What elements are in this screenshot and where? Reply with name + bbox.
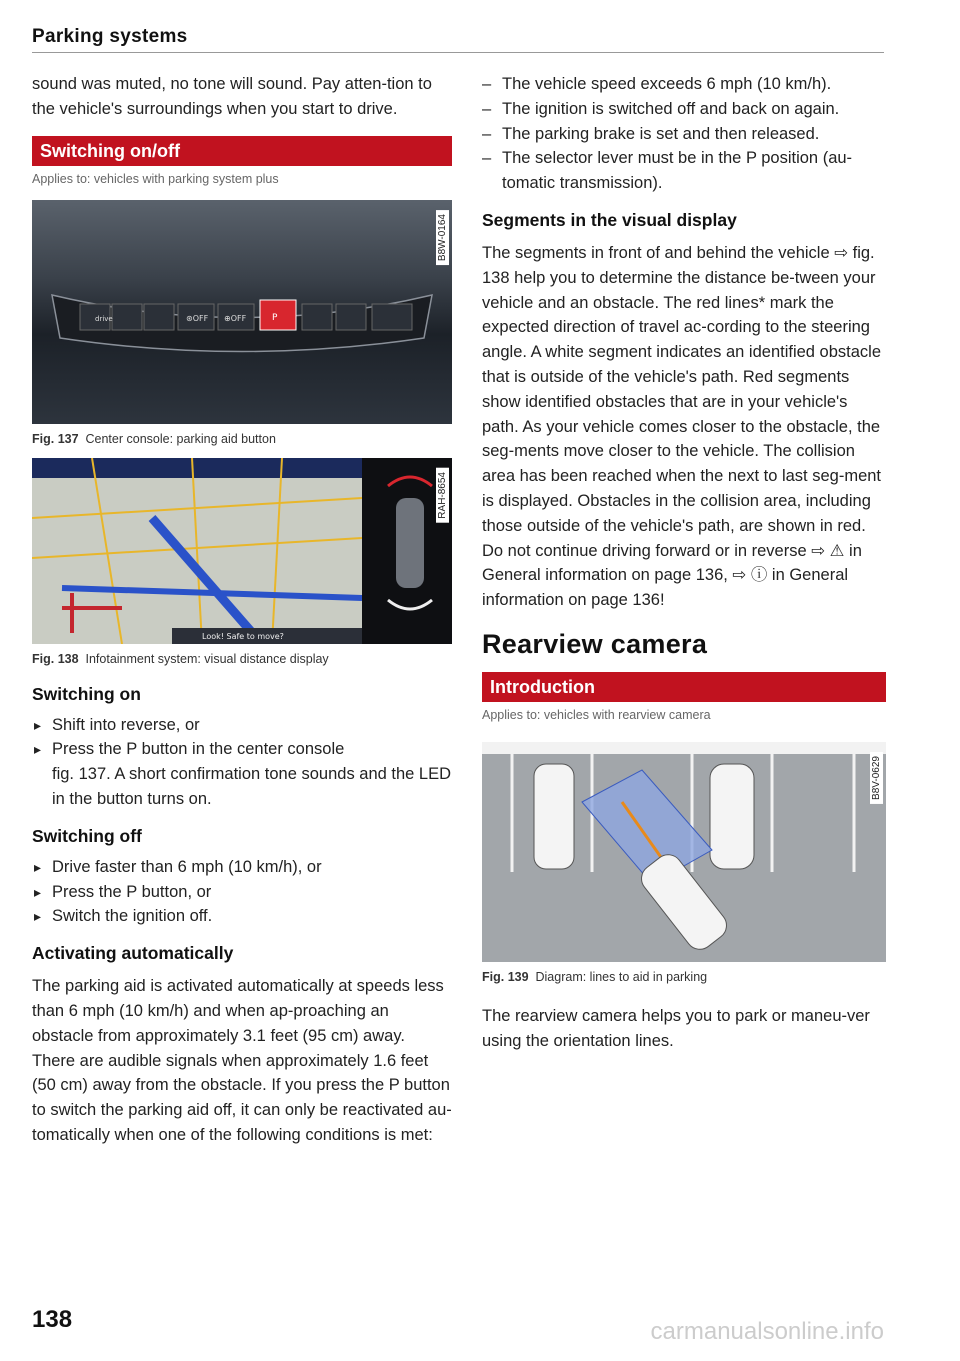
figure-139-diagram — [482, 742, 886, 962]
page-number: 138 — [32, 1306, 73, 1333]
list-item: ▸ Press the P button in the center console — [32, 737, 452, 762]
svg-text:⊛OFF: ⊛OFF — [186, 313, 209, 323]
header-rule — [32, 52, 884, 53]
activating-heading: Activating automatically — [32, 943, 234, 964]
list-item: ▸ Shift into reverse, or — [32, 713, 452, 738]
drive-select-label: drive — [95, 314, 113, 323]
switching-off-list — [32, 855, 452, 929]
list-item: ▸ Drive faster than 6 mph (10 km/h), or — [32, 855, 452, 880]
switching-on-heading: Switching on — [32, 683, 141, 704]
list-item: – The ignition is switched off and back on again. — [482, 97, 886, 122]
map-banner-text: Look! Safe to move? — [202, 631, 284, 641]
figure-137-console — [32, 200, 452, 424]
parking-diagram — [482, 742, 886, 962]
figure-137-caption: Fig. 137 Center console: parking aid button — [32, 431, 276, 446]
list-item: – The vehicle speed exceeds 6 mph (10 km/h). — [482, 72, 886, 97]
intro-paragraph: sound was muted, no tone will sound. Pay atten-tion to the vehicle's surroundings when you start to drive. — [32, 75, 432, 118]
list-item: fig. 137. A short confirmation tone sounds and the LED in the button turns on. — [52, 765, 452, 808]
list-item: ▸ Switch the ignition off. — [32, 904, 452, 929]
figure-138-infotainment — [32, 458, 452, 644]
rearview-camera-heading: Rearview camera — [482, 628, 708, 659]
figure-code: B8V-0629 — [870, 752, 883, 804]
list-item: – The selector lever must be in the P position (au-tomatic transmission). — [482, 146, 886, 196]
conditions-list — [482, 72, 886, 196]
list-item: ▸ Press the P button, or — [32, 880, 452, 905]
right-column — [482, 72, 886, 1054]
figure-code: RAH-8654 — [436, 468, 449, 523]
applies-to-camera: Applies to: vehicles with rearview camera — [482, 707, 711, 722]
list-item: – The parking brake is set and then released. — [482, 122, 886, 147]
switching-on-list — [32, 713, 452, 812]
applies-to-parking: Applies to: vehicles with parking system plus — [32, 171, 279, 186]
map-display — [32, 458, 452, 644]
segments-heading: Segments in the visual display — [482, 209, 737, 230]
section-title-switching: Switching on/off — [32, 136, 452, 166]
segments-paragraph: The segments in front of and behind the vehicle ⇨ fig. 138 help you to determine the distance be-tween your vehicle and an obstacle. The red lines* mark the expected direction of travel ac-cording to the steering angle. A white segment indicates an identified obstacle that is outside of the vehicle's path. Red segments show identified obstacles that are in your vehicle's path. As your vehicle comes closer to the obstacle, the seg-ments move closer to the vehicle. The collision area has been reached when the next to last seg-ment is displayed. Obstacles in the collision area, including those outside of the vehicle's path, are shown in red. Do not continue driving forward or in reverse ⇨ ⚠ in General information on page 136, ⇨ ⓘ in General information on page 136! — [482, 243, 882, 610]
switching-off-heading: Switching off — [32, 825, 142, 846]
page-header-title: Parking systems — [32, 26, 188, 47]
svg-text:P: P — [272, 312, 278, 323]
console-illustration — [32, 200, 452, 424]
figure-139-caption: Fig. 139 Diagram: lines to aid in parking — [482, 969, 708, 984]
section-title-introduction: Introduction — [482, 672, 886, 702]
footer-watermark: carmanualsonline.info — [650, 1318, 884, 1345]
svg-text:⊕OFF: ⊕OFF — [224, 313, 247, 323]
figure-code: B8W-0164 — [436, 210, 449, 265]
figure-138-caption: Fig. 138 Infotainment system: visual distance display — [32, 651, 329, 666]
rearview-intro-paragraph: The rearview camera helps you to park or maneu-ver using the orientation lines. — [482, 1006, 870, 1050]
left-column — [32, 72, 452, 1148]
activating-paragraph: The parking aid is activated automatically at speeds less than 6 mph (10 km/h) and when ap-proaching an obstacle from approximately 3.1 feet (95 cm) away. There are audible signals when approximately 1.6 feet (50 cm) away from the obstacle. If you press the P button to switch the parking aid off, it can only be reactivated au-tomatically when one of the following conditions is met: — [32, 977, 452, 1144]
